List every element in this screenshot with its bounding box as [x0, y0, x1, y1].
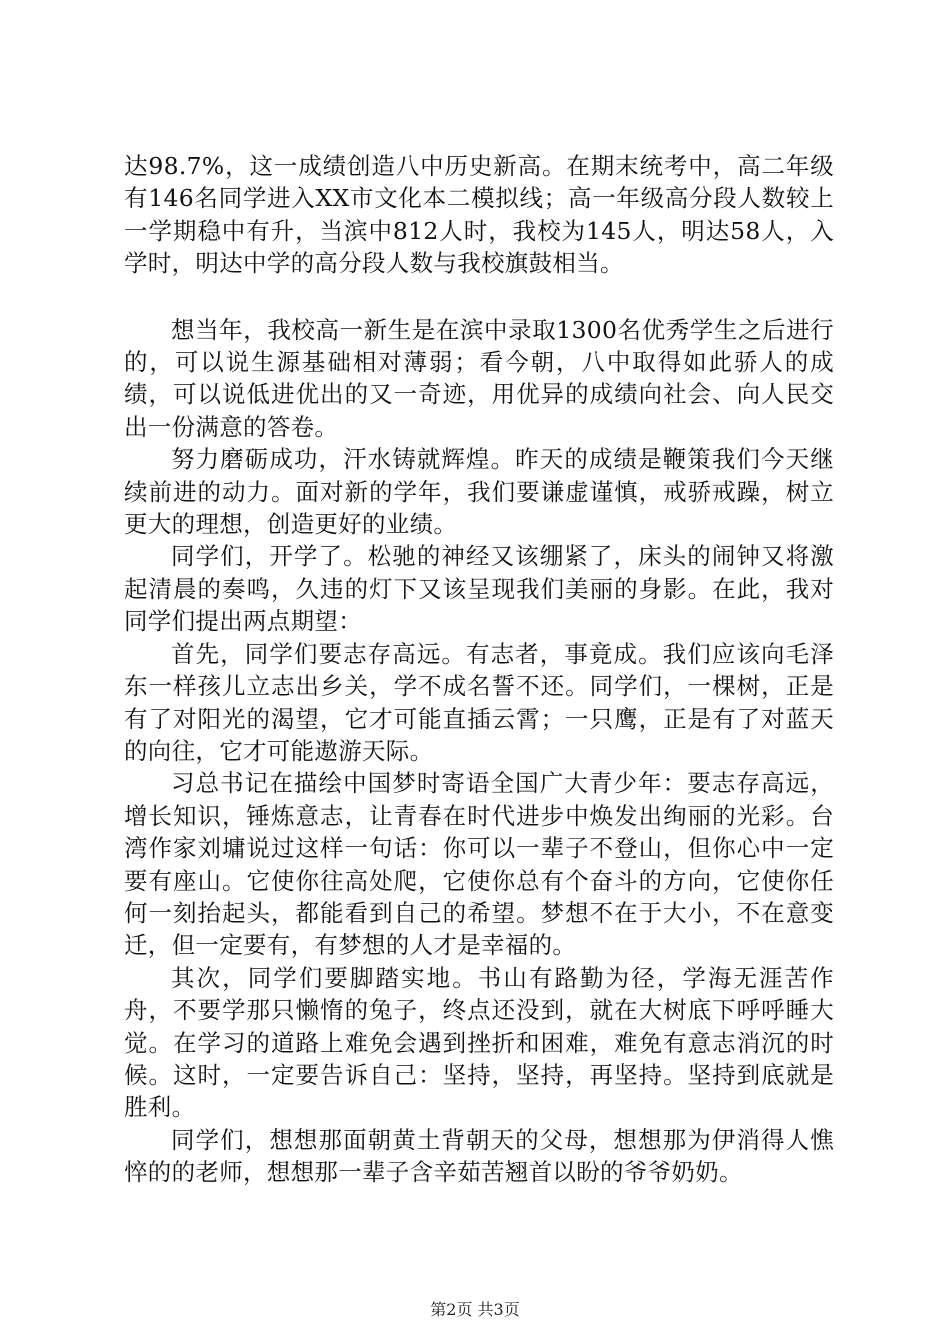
paragraph: 同学们，开学了。松驰的神经又该绷紧了，床头的闹钟又将激起清晨的奏鸣，久违的灯下又该呈现我们美丽的身影。在此，我对同学们提出两点期望： — [124, 542, 834, 636]
paragraph-continuation: 达98.7%，这一成绩创造八中历史新高。在期末统考中，高二年级有146名同学进入XX市文化本二模拟线；高一年级高分段人数较上一学期稳中有升，当滨中812人时，我校为145人，明达58人，入学时，明达中学的高分段人数与我校旗鼓相当。 — [124, 152, 834, 278]
paragraph: 想当年，我校高一新生是在滨中录取1300名优秀学生之后进行的，可以说生源基础相对薄弱；看今朝，八中取得如此骄人的成绩，可以说低进优出的又一奇迹，用优异的成绩向社会、向人民交出一份满意的答卷。 — [124, 315, 834, 441]
paragraph-gap — [124, 280, 834, 314]
paragraph: 其次，同学们要脚踏实地。书山有路勤为径，学海无涯苦作舟，不要学那只懒惰的兔子，终点还没到，就在大树底下呼呼睡大觉。在学习的道路上难免会遇到挫折和困难，难免有意志消沉的时候。这时，一定要告诉自己：坚持，坚持，再坚持。坚持到底就是胜利。 — [124, 963, 834, 1122]
paragraph: 同学们，想想那面朝黄土背朝天的父母，想想那为伊消得人憔悴的的老师，想想那一辈子含辛茹苦翘首以盼的爷爷奶奶。 — [124, 1125, 834, 1187]
paragraph: 习总书记在描绘中国梦时寄语全国广大青少年：要志存高远，增长知识，锤炼意志，让青春在时代进步中焕发出绚丽的光彩。台湾作家刘墉说过这样一句话：你可以一辈子不登山，但你心中一定要有座山。它使你往高处爬，它使你总有个奋斗的方向，它使你任何一刻抬起头，都能看到自己的希望。梦想不在于大小，不在意变迁，但一定要有，有梦想的人才是幸福的。 — [124, 769, 834, 960]
document-body — [124, 150, 834, 1189]
paragraph: 努力磨砺成功，汗水铸就辉煌。昨天的成绩是鞭策我们今天继续前进的动力。面对新的学年，我们要谦虚谨慎，戒骄戒躁，树立更大的理想，创造更好的业绩。 — [124, 445, 834, 539]
paragraph: 首先，同学们要志存高远。有志者，事竟成。我们应该向毛泽东一样孩儿立志出乡关，学不成名誓不还。同学们，一棵树，正是有了对阳光的渴望，它才可能直插云霄；一只鹰，正是有了对蓝天的向往，它才可能遨游天际。 — [124, 639, 834, 765]
page-number-footer: 第2页 共3页 — [430, 1300, 520, 1319]
